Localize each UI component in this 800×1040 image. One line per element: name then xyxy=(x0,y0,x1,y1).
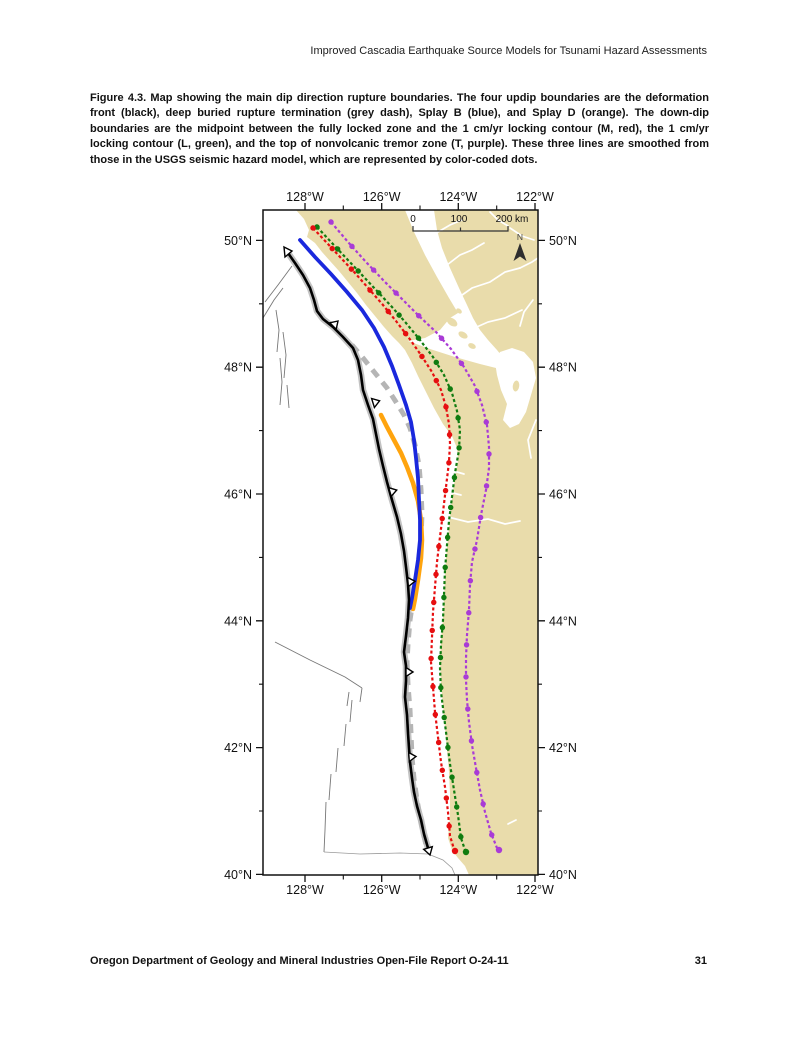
lon-label: 124°W xyxy=(439,190,478,204)
figure-caption: Figure 4.3. Map showing the main dip direction rupture boundaries. The four updip boundaries are the deformation front (black), deep buried rupture termination (grey dash), Splay B (blue), and Splay D (orange). The down-dip boundaries are the midpoint between the fully locked zone and the 1 cm/yr locking contour (M, red), the 1 cm/yr locking contour (L, green), and the top of nonvolcanic tremor zone (T, purple). These three lines are smoothed from those in the USGS seismic hazard model, which are represented by color-coded dots. xyxy=(90,92,709,166)
scale-tick-label: 0 xyxy=(410,214,416,225)
page-number: 31 xyxy=(694,955,707,967)
lat-label: 46°N xyxy=(224,487,252,502)
bottom-axis-labels xyxy=(286,883,554,897)
lon-label: 126°W xyxy=(362,883,401,897)
top-axis-labels xyxy=(286,190,554,204)
lat-label: 48°N xyxy=(224,360,252,375)
lat-label: 50°N xyxy=(224,234,252,248)
lon-label: 124°W xyxy=(439,883,478,897)
lon-label: 128°W xyxy=(286,190,324,204)
right-axis-labels xyxy=(549,234,577,882)
lat-label: 40°N xyxy=(549,867,577,882)
footer-report-title: Oregon Department of Geology and Mineral Industries Open-File Report O-24-11 xyxy=(90,955,509,967)
lat-label: 48°N xyxy=(549,360,577,375)
lat-label: 44°N xyxy=(549,614,577,629)
lat-label: 42°N xyxy=(224,741,252,756)
lon-label: 122°W xyxy=(516,883,554,897)
lat-label: 44°N xyxy=(224,614,252,629)
tremor-top-T-end-dot xyxy=(496,847,502,853)
lat-label: 46°N xyxy=(549,487,577,502)
lat-label: 50°N xyxy=(549,234,577,248)
lon-label: 128°W xyxy=(286,883,324,897)
lat-label: 42°N xyxy=(549,741,577,756)
page-footer xyxy=(90,955,707,967)
page-header: Improved Cascadia Earthquake Source Models for Tsunami Hazard Assessments xyxy=(310,45,707,57)
scale-tick-label: 100 xyxy=(450,214,468,225)
locking-midpoint-M-end-dot xyxy=(452,848,458,854)
north-label: N xyxy=(516,232,524,242)
lon-label: 122°W xyxy=(516,190,554,204)
lat-label: 40°N xyxy=(224,867,252,882)
left-axis-labels xyxy=(224,234,252,882)
locking-contour-L-end-dot xyxy=(463,849,469,855)
scale-tick-label: 200 km xyxy=(495,214,529,225)
lon-label: 126°W xyxy=(362,190,401,204)
